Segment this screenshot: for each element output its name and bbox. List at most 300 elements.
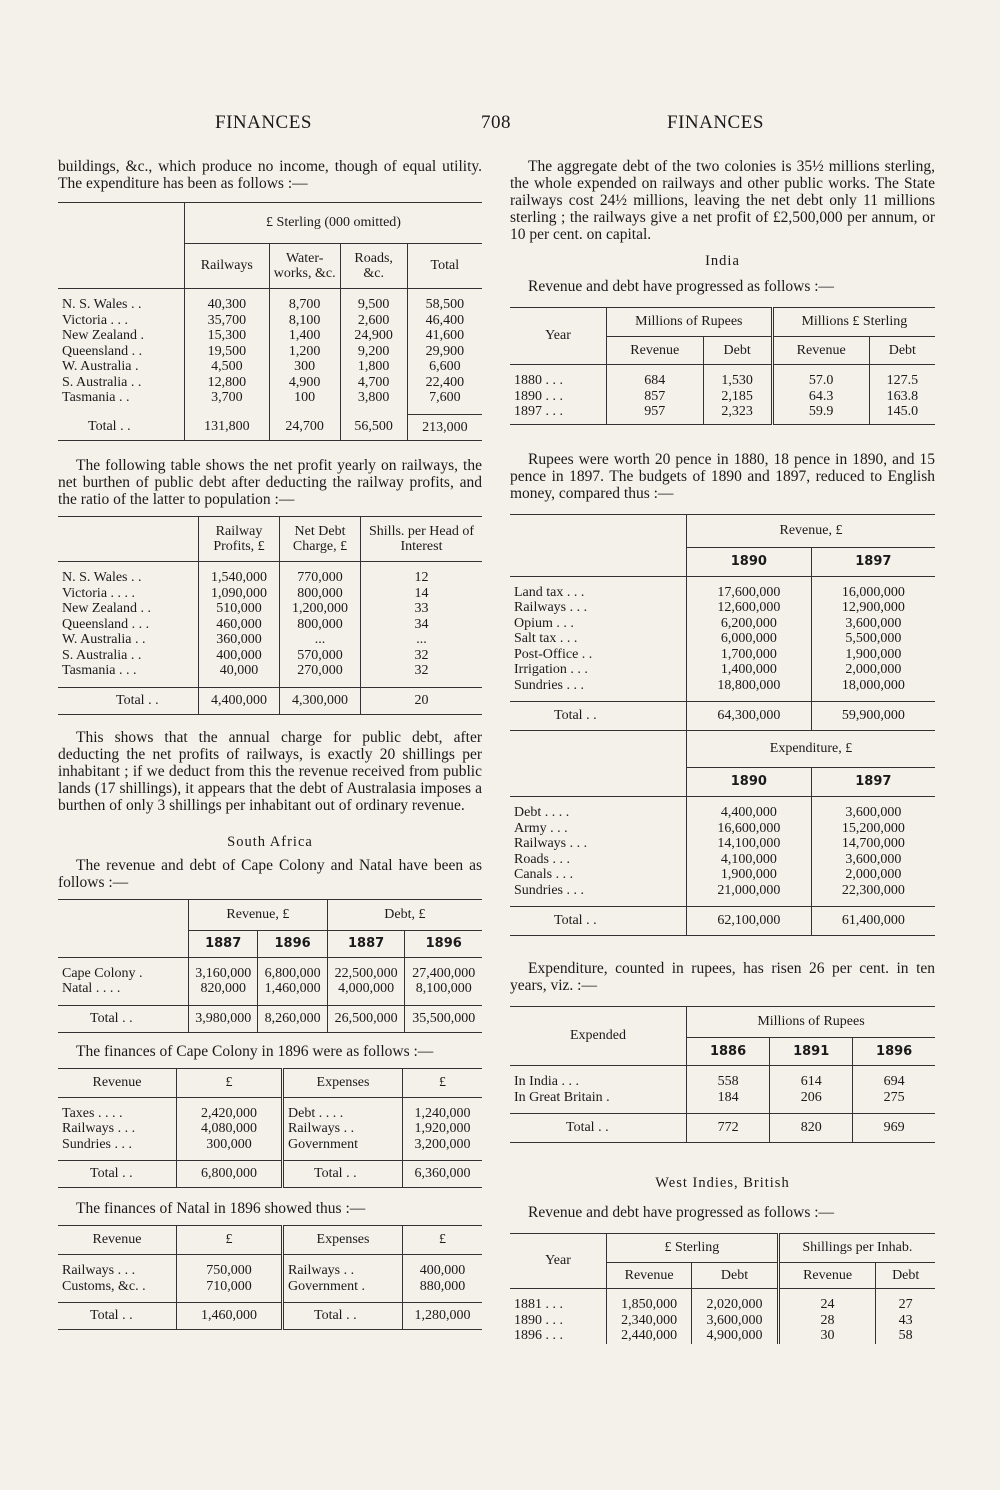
table-row — [510, 616, 935, 632]
row-dots: . — [134, 359, 139, 374]
natal-table — [58, 1225, 482, 1330]
row-dots: . . — [130, 647, 142, 663]
row-label: Railways — [288, 1263, 341, 1278]
row-dots: . . . — [550, 820, 568, 836]
cell: 510,000 — [199, 601, 280, 617]
row-label: Natal — [62, 981, 93, 996]
india-revenue-table — [510, 514, 935, 937]
sub-header: Debt — [876, 1263, 935, 1289]
cell: 17,600,000 — [687, 585, 812, 601]
table-row — [58, 1263, 482, 1279]
cell: 1,900,000 — [687, 867, 812, 883]
row-label-cell — [510, 600, 687, 616]
table-row — [510, 852, 935, 868]
right-intro-paragraph: The aggregate debt of the two colonies is 35½ millions sterling, the whole expended on railways and other public works. The State railways cost 24½ millions, leaving the net debt only 11 millions sterling ; the railways give a net profit of £2,500,000 per annum, or 10 per cent. on capital. — [510, 158, 935, 243]
row-label-cell — [510, 1074, 687, 1090]
row-dots: . . . — [545, 404, 563, 419]
cell: 19,500 — [185, 344, 270, 360]
table-row — [58, 1106, 482, 1122]
cell: 5,500,000 — [811, 631, 935, 647]
row-label: Total — [314, 1308, 343, 1324]
row-dots: . . . — [566, 882, 584, 898]
table-row — [510, 821, 935, 837]
cell: 2,000,000 — [811, 662, 935, 678]
row-label-cell — [58, 648, 199, 664]
table-row — [58, 344, 482, 360]
row-dots: . . — [140, 601, 152, 616]
cell: 56,500 — [340, 414, 407, 441]
table-row — [58, 648, 482, 664]
row-label: N. S. Wales — [62, 570, 128, 585]
shillings-group-header: Shillings per Inhab. — [778, 1234, 935, 1263]
col-railways: Railways — [185, 244, 270, 289]
cell: 27 — [876, 1297, 935, 1313]
cell: 4,300,000 — [280, 687, 361, 714]
row-label-cell — [58, 617, 199, 633]
cell: 21,000,000 — [687, 883, 812, 899]
row-label: Total — [554, 708, 583, 724]
row-dots: . . . . — [97, 1105, 123, 1121]
row-label-cell — [58, 966, 189, 982]
row-dots: . . . . — [544, 805, 570, 820]
row-label: Total — [90, 1010, 119, 1026]
cell: 4,000,000 — [327, 981, 405, 997]
row-dots: . . . — [114, 1136, 132, 1152]
row-label-cell — [510, 867, 687, 883]
row-dots: . . . — [569, 600, 588, 615]
table-row — [58, 328, 482, 344]
row-dots: . . . — [545, 1328, 563, 1343]
rupee-value-paragraph: Rupees were worth 20 pence in 1880, 18 pence in 1890, and 15 pence in 1897. The budgets of 1890 and 1897, reduced to English money, compared thus :— — [510, 450, 935, 502]
cell: 14 — [361, 586, 483, 602]
table-row — [58, 663, 482, 679]
row-dots: . — [142, 1278, 146, 1294]
col-expended: Expended — [510, 1007, 687, 1066]
row-label: 1896 — [514, 1328, 542, 1343]
row-label-cell — [58, 1121, 177, 1137]
cell: 18,000,000 — [811, 678, 935, 694]
row-label-cell — [58, 981, 189, 997]
row-dots: . . . — [131, 616, 150, 632]
cell: 694 — [853, 1074, 935, 1090]
row-label: S. Australia — [62, 374, 128, 390]
row-label: In Great Britain — [514, 1089, 603, 1105]
cell: 1,400,000 — [687, 662, 812, 678]
cell: 1,800 — [340, 359, 407, 375]
row-label-cell — [283, 1137, 403, 1153]
table-row — [510, 1090, 935, 1106]
cell: 64,300,000 — [687, 702, 812, 731]
cell: 3,600,000 — [811, 616, 935, 632]
row-label: Queensland — [62, 343, 129, 359]
table-row-total: Total . . 4,400,000 4,300,000 20 — [58, 687, 482, 714]
cell: 1,900,000 — [811, 647, 935, 663]
cell: 614 — [770, 1074, 853, 1090]
cell: 64.3 — [772, 389, 869, 405]
cell: 969 — [853, 1114, 935, 1143]
sub-header: Revenue — [607, 1263, 692, 1289]
row-dots: . . — [130, 374, 142, 390]
australasia-expenditure-table — [58, 202, 482, 441]
year-header: 1886 — [687, 1038, 770, 1066]
cell: 34 — [361, 617, 483, 633]
row-dots: . . — [131, 570, 142, 585]
cell: 28 — [778, 1313, 876, 1329]
row-label-cell — [58, 313, 185, 329]
sub-header: Revenue — [607, 337, 704, 365]
cell: 32 — [361, 663, 483, 679]
table-row — [58, 966, 482, 982]
cell: 30 — [778, 1328, 876, 1344]
cell: 6,600 — [407, 359, 482, 375]
row-label: Sundries — [514, 677, 563, 693]
row-label-cell — [58, 1106, 177, 1122]
cell: 184 — [687, 1090, 770, 1106]
cell: 8,100 — [269, 313, 340, 329]
table-row — [510, 404, 935, 420]
row-label-cell — [510, 852, 687, 868]
row-label-cell — [510, 631, 687, 647]
row-label: Cape Colony — [62, 965, 136, 981]
cell: 857 — [607, 389, 704, 405]
cell: 1,850,000 — [607, 1297, 692, 1313]
table-row — [510, 373, 935, 389]
col-year: Year — [510, 1234, 607, 1289]
row-label-cell — [510, 1297, 607, 1313]
row-dots: . . . — [569, 836, 588, 851]
cell: 6,800,000 — [258, 966, 327, 982]
cell: 131,800 — [185, 414, 270, 441]
table-row — [510, 1074, 935, 1090]
row-label-cell — [58, 663, 199, 679]
cell: 22,300,000 — [811, 883, 935, 899]
cell: 145.0 — [869, 404, 935, 420]
expenditure-group-header: Expenditure, £ — [687, 731, 936, 768]
row-label-cell — [58, 359, 185, 375]
cell: 20 — [361, 687, 483, 714]
row-dots: . . . . — [110, 585, 136, 601]
west-indies-table — [510, 1233, 935, 1344]
row-label: 1897 — [514, 404, 542, 419]
row-label: Tasmania — [62, 390, 116, 405]
table-row — [510, 389, 935, 405]
table-row — [58, 617, 482, 633]
table-row — [510, 883, 935, 899]
row-label: Sundries — [62, 1136, 111, 1152]
cell: 4,700 — [340, 375, 407, 391]
col-waterworks: Water-works, &c. — [269, 244, 340, 289]
row-label-cell — [510, 389, 607, 405]
col-pounds: £ — [403, 1068, 483, 1097]
header-left-title: FINANCES — [215, 112, 312, 133]
cell: 684 — [607, 373, 704, 389]
cell: 820 — [770, 1114, 853, 1143]
cell: 2,185 — [703, 389, 772, 405]
cell: 820,000 — [189, 981, 258, 997]
cell: 9,500 — [340, 297, 407, 313]
sub-header: Debt — [692, 1263, 779, 1289]
cell: 32 — [361, 648, 483, 664]
cell: 8,700 — [269, 297, 340, 313]
row-dots: . . . . — [95, 981, 121, 996]
row-label-cell — [510, 883, 687, 899]
cell: ... — [280, 632, 361, 648]
cell: 1,400 — [269, 328, 340, 344]
row-label-cell — [510, 647, 687, 663]
cell: 400,000 — [403, 1263, 483, 1279]
revenue-group-header: Revenue, £ — [189, 899, 328, 930]
cell: 26,500,000 — [327, 1005, 405, 1032]
row-label: Taxes — [62, 1105, 95, 1121]
table-row — [58, 632, 482, 648]
row-label: 1881 — [514, 1297, 542, 1312]
row-label: Customs, &c. — [62, 1278, 139, 1294]
row-label: Land tax — [514, 584, 564, 600]
cell: 24 — [778, 1297, 876, 1313]
cell: 360,000 — [199, 632, 280, 648]
row-label: Total — [90, 1166, 119, 1182]
cell: 460,000 — [199, 617, 280, 633]
row-label-cell — [510, 1328, 607, 1344]
row-dots: . . . — [545, 1297, 563, 1312]
west-indies-heading: West Indies, British — [655, 1175, 790, 1191]
table-row — [510, 678, 935, 694]
india-expended-table — [510, 1006, 935, 1143]
table-row — [510, 585, 935, 601]
table-row — [510, 867, 935, 883]
cell: 8,100,000 — [405, 981, 482, 997]
cell: 12 — [361, 570, 483, 586]
cell: 22,500,000 — [327, 966, 405, 982]
cell: 12,800 — [185, 375, 270, 391]
expenditure-rise-paragraph: Expenditure, counted in rupees, has risen 26 per cent. in ten years, viz. :— — [510, 960, 935, 994]
cell: 40,000 — [199, 663, 280, 679]
cell: 59.9 — [772, 404, 869, 420]
sub-header: Revenue — [778, 1263, 876, 1289]
cell: 570,000 — [280, 648, 361, 664]
table-row — [510, 631, 935, 647]
row-dots: . . . . — [318, 1105, 344, 1121]
cell: 41,600 — [407, 328, 482, 344]
cell: 24,700 — [269, 414, 340, 441]
table-row — [58, 359, 482, 375]
cell: 27,400,000 — [405, 966, 482, 982]
row-dots: . . . — [117, 1121, 136, 1136]
cell: 43 — [876, 1313, 935, 1329]
row-label-cell — [283, 1106, 403, 1122]
cell: 1,460,000 — [177, 1303, 283, 1330]
cell: 9,200 — [340, 344, 407, 360]
sub-header: Revenue — [772, 337, 869, 365]
row-label: Total — [88, 419, 117, 435]
row-label: Railways — [514, 836, 567, 851]
cell: 33 — [361, 601, 483, 617]
cell: 1,700,000 — [687, 647, 812, 663]
table-row — [510, 1328, 935, 1344]
cell: 3,200,000 — [403, 1137, 483, 1153]
india-progress-table — [510, 307, 935, 425]
row-label: Total — [90, 1308, 119, 1324]
col-revenue: Revenue — [58, 1226, 177, 1255]
table-row — [58, 390, 482, 406]
cell: 4,900,000 — [692, 1328, 779, 1344]
cell: 6,800,000 — [177, 1161, 283, 1188]
cell: 4,400,000 — [687, 805, 812, 821]
cell: 24,900 — [340, 328, 407, 344]
row-label-cell — [58, 632, 199, 648]
cell: 750,000 — [177, 1263, 283, 1279]
cell: 7,600 — [407, 390, 482, 406]
cell: 770,000 — [280, 570, 361, 586]
cell: 6,200,000 — [687, 616, 812, 632]
cell: 2,600 — [340, 313, 407, 329]
india-intro: Revenue and debt have progressed as follows :— — [528, 278, 835, 295]
cell: 300 — [269, 359, 340, 375]
table-row — [58, 297, 482, 313]
page-number: 708 — [481, 112, 511, 133]
cell: 16,600,000 — [687, 821, 812, 837]
cell: 59,900,000 — [811, 702, 935, 731]
row-label: New Zealand — [62, 328, 138, 343]
row-dots: . . . — [559, 631, 578, 646]
row-label: Canals — [514, 867, 553, 882]
cell: 8,260,000 — [258, 1005, 327, 1032]
cell: 275 — [853, 1090, 935, 1106]
cell: 15,300 — [185, 328, 270, 344]
row-dots: . . . — [545, 373, 563, 388]
cell: 710,000 — [177, 1279, 283, 1295]
table-row-total: Total . . 62,100,000 61,400,000 — [510, 907, 935, 936]
row-label: Irrigation — [514, 662, 567, 677]
row-label: Victoria — [62, 585, 108, 601]
row-label: Railways — [288, 1121, 341, 1136]
row-label-cell — [510, 585, 687, 601]
cell: 16,000,000 — [811, 585, 935, 601]
row-label: Total — [566, 1120, 595, 1136]
table-row — [58, 313, 482, 329]
row-label: N. S. Wales — [62, 297, 128, 312]
table-row — [58, 570, 482, 586]
rupees-group-header: Millions of Rupees — [687, 1007, 936, 1038]
left-column — [58, 158, 482, 1330]
row-label-cell — [510, 678, 687, 694]
row-dots: . . — [131, 343, 143, 359]
row-label: W. Australia — [62, 359, 132, 374]
row-dots: . . — [118, 390, 130, 405]
railway-profit-table — [58, 516, 482, 715]
cell: 300,000 — [177, 1137, 283, 1153]
row-label-cell — [510, 373, 607, 389]
year-header: 1890 — [687, 768, 812, 797]
natal-intro: The finances of Natal in 1896 showed thus :— — [76, 1200, 366, 1217]
row-label-cell — [510, 1090, 687, 1106]
row-label-cell — [58, 1263, 177, 1279]
cell: 14,100,000 — [687, 836, 812, 852]
row-label: Sundries — [514, 882, 563, 898]
row-dots: . . . — [570, 662, 588, 677]
col-year: Year — [510, 308, 607, 365]
cell: 40,300 — [185, 297, 270, 313]
page-header — [0, 112, 1000, 142]
row-label-cell — [510, 821, 687, 837]
cell: 6,360,000 — [403, 1161, 483, 1188]
expenditure-group-header: £ Sterling (000 omitted) — [185, 203, 483, 244]
row-label-cell — [58, 390, 185, 406]
table-row — [58, 601, 482, 617]
row-label-cell — [58, 375, 185, 391]
cell: 880,000 — [403, 1279, 483, 1295]
row-label: W. Australia — [62, 632, 132, 647]
table-row-total: Total . . 772 820 969 — [510, 1114, 935, 1143]
table-row — [58, 1279, 482, 1295]
col-pounds: £ — [403, 1226, 483, 1255]
cell: 61,400,000 — [811, 907, 935, 936]
left-intro-paragraph: buildings, &c., which produce no income, though of equal utility. The expenditure has been as follows :— — [58, 158, 482, 192]
cell: 1,200,000 — [280, 601, 361, 617]
table-row — [510, 1297, 935, 1313]
row-label: Debt — [288, 1105, 316, 1121]
cell: 6,000,000 — [687, 631, 812, 647]
row-label: Railways — [62, 1263, 115, 1278]
table-row — [510, 662, 935, 678]
row-label: Railways — [514, 600, 567, 615]
cell: 29,900 — [407, 344, 482, 360]
south-africa-heading: South Africa — [227, 833, 313, 850]
cell: 4,900 — [269, 375, 340, 391]
cell: 1,540,000 — [199, 570, 280, 586]
row-label: Queensland — [62, 616, 129, 632]
row-label: Salt tax — [514, 631, 557, 646]
year-header: 1887 — [327, 930, 405, 957]
cell: 3,600,000 — [811, 805, 935, 821]
row-label: In India — [514, 1074, 558, 1089]
row-dots: . . — [581, 646, 593, 662]
row-label-cell — [58, 328, 185, 344]
cell: 772 — [687, 1114, 770, 1143]
row-label: 1890 — [514, 1312, 542, 1328]
row-label-cell — [510, 836, 687, 852]
cell: 3,800 — [340, 390, 407, 406]
row-label: Victoria — [62, 312, 108, 328]
south-africa-intro: The revenue and debt of Cape Colony and Natal have been as follows :— — [58, 856, 482, 891]
cell: 1,460,000 — [258, 981, 327, 997]
row-label-cell — [510, 662, 687, 678]
table-row — [58, 981, 482, 997]
row-dots: . — [606, 1089, 610, 1105]
cell: 163.8 — [869, 389, 935, 405]
table-row-total: Total . . 6,800,000 Total . . 6,360,000 — [58, 1161, 482, 1188]
table-row — [510, 1313, 935, 1329]
cell: 270,000 — [280, 663, 361, 679]
row-dots: . . . — [561, 1074, 579, 1089]
row-dots: . . . — [566, 677, 584, 693]
table-row — [58, 1137, 482, 1153]
right-column — [510, 158, 935, 1344]
table-row-total: Total . . 3,980,000 8,260,000 26,500,000 35,500,000 — [58, 1005, 482, 1032]
table-row-total: Total . . 131,800 24,700 56,500 213,000 — [58, 414, 482, 441]
row-label-cell — [510, 404, 607, 420]
cape-colony-table — [58, 1068, 482, 1189]
row-label: Total — [116, 692, 145, 708]
col-revenue: Revenue — [58, 1068, 177, 1097]
row-label: Total — [554, 913, 583, 929]
year-header: 1897 — [811, 768, 935, 797]
col-railway-profits: Railway Profits, £ — [199, 517, 280, 562]
table-row-total: Total . . 1,460,000 Total . . 1,280,000 — [58, 1303, 482, 1330]
cell: 3,600,000 — [692, 1313, 779, 1329]
cell: 1,280,000 — [403, 1303, 483, 1330]
row-dots: . — [361, 1278, 365, 1294]
